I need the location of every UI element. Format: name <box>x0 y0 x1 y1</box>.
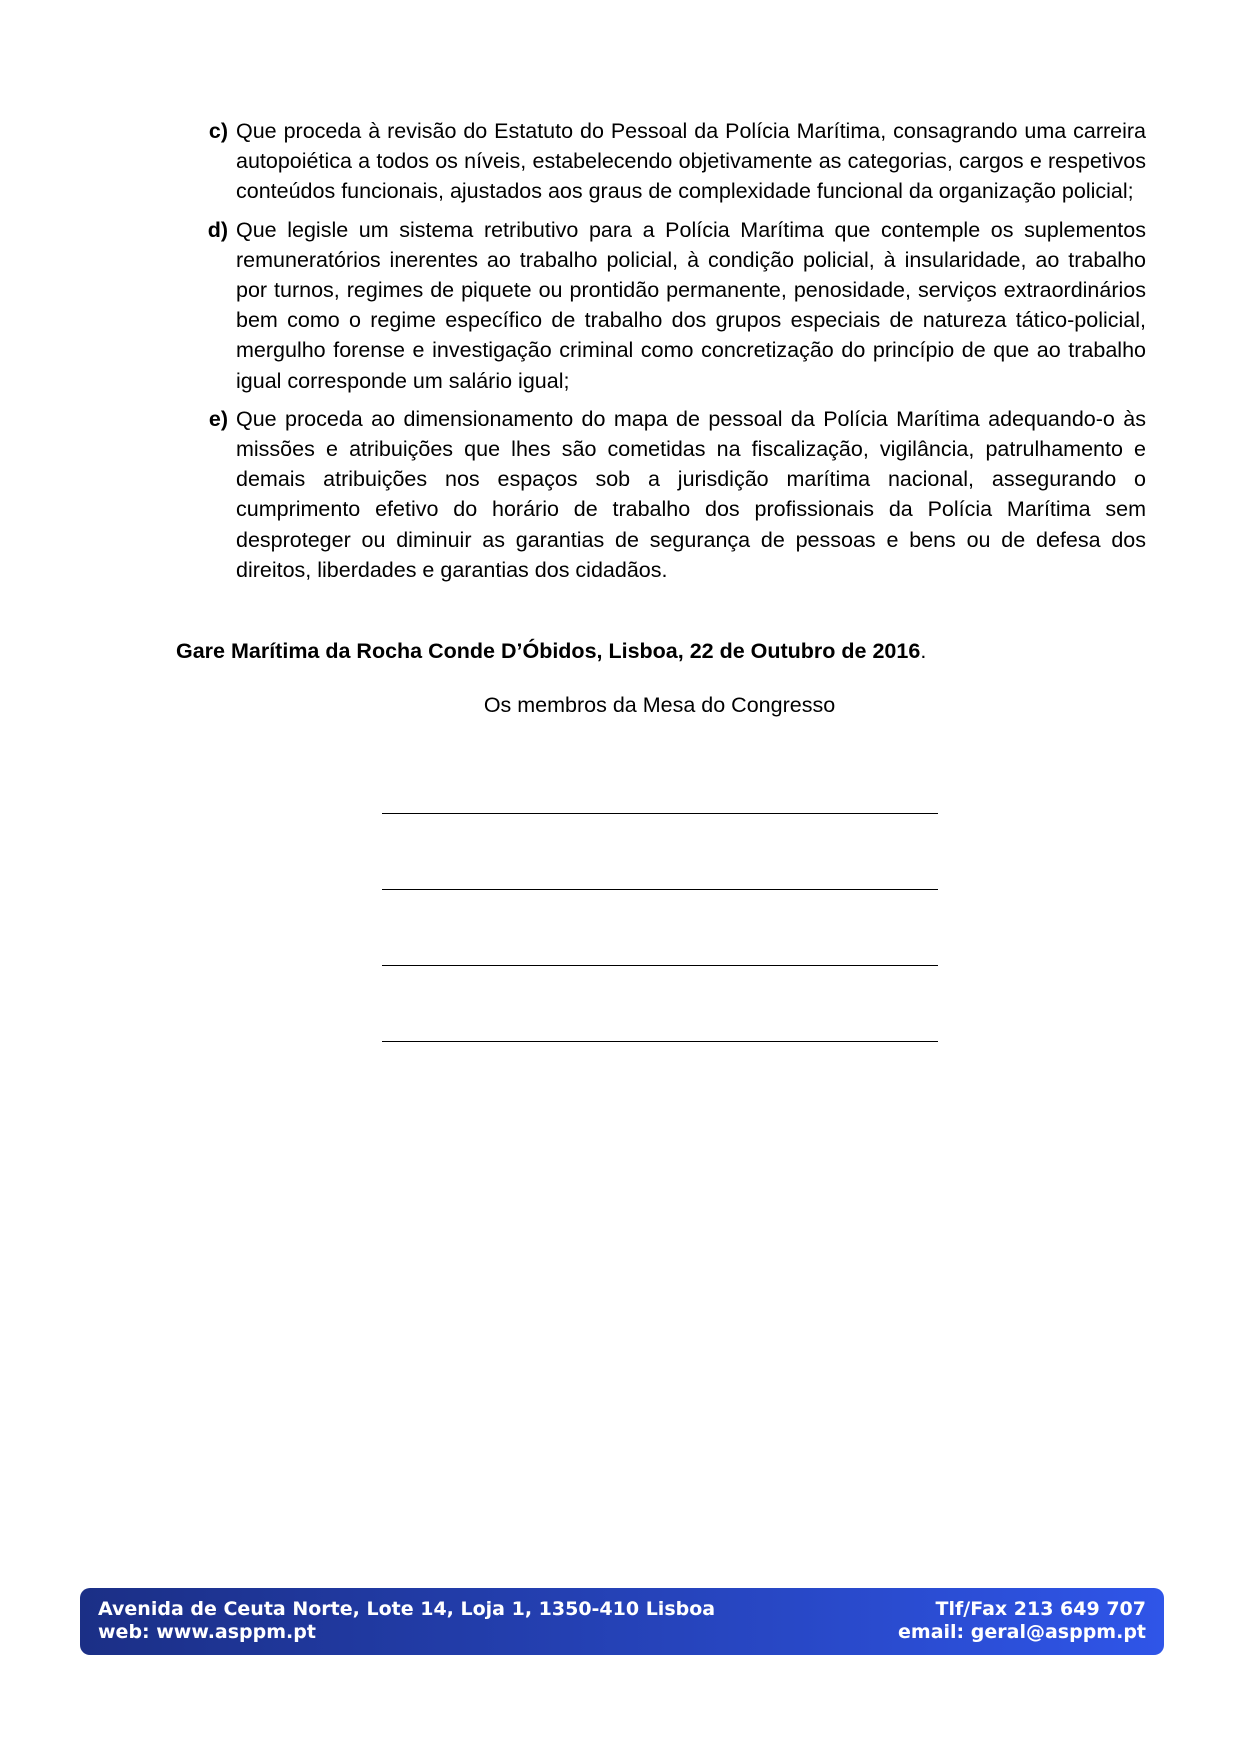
item-letter: e) <box>208 406 228 431</box>
list-item <box>176 116 1146 207</box>
document-body <box>176 116 1146 593</box>
recommendation-list <box>176 116 1146 585</box>
footer-phone: Tlf/Fax 213 649 707 <box>935 1598 1146 1620</box>
item-text: Que proceda ao dimensionamento do mapa de pessoal da Polícia Marítima adequando-o às missões e atribuições que lhes são cometidas na fiscalização, vigilância, patrulhamento e demais atribuições nos espaços sob a jurisdição marítima nacional, assegurando o cumprimento efetivo do horário de trabalho dos profissionais da Polícia Marítima sem desproteger ou diminuir as garantias de segurança de pessoas e bens ou de defesa dos direitos, liberdades e garantias dos cidadãos. <box>236 406 1146 582</box>
place-and-date <box>176 637 926 665</box>
footer-email-link[interactable]: email: geral@asppm.pt <box>898 1621 1146 1643</box>
list-item <box>176 404 1146 585</box>
item-text: Que proceda à revisão do Estatuto do Pessoal da Polícia Marítima, consagrando uma carreira autopoiética a todos os níveis, estabelecendo objetivamente as categorias, cargos e respetivos conteúdos funcionais, ajustados aos graus de complexidade funcional da organização policial; <box>236 119 1146 204</box>
footer-row-bottom <box>98 1621 1146 1644</box>
signature-line-4 <box>382 1041 938 1042</box>
footer-banner <box>80 1588 1164 1655</box>
footer-web-link[interactable]: web: www.asppm.pt <box>98 1621 316 1643</box>
place-date-period: . <box>920 639 927 663</box>
signature-line-3 <box>382 965 938 966</box>
list-item <box>176 215 1146 396</box>
place-date-text: Gare Marítima da Rocha Conde D’Óbidos, Lisboa, 22 de Outubro de 2016 <box>176 639 921 663</box>
footer-address: Avenida de Ceuta Norte, Lote 14, Loja 1, 1350-410 Lisboa <box>98 1598 716 1620</box>
signature-line-1 <box>382 813 938 814</box>
members-label: Os membros da Mesa do Congresso <box>483 693 836 717</box>
item-text: Que legisle um sistema retributivo para a Polícia Marítima que contemple os suplementos remuneratórios inerentes ao trabalho policial, à condição policial, à insularidade, ao trabalho por turnos, regimes de piquete ou prontidão permanente, penosidade, serviços extraordinários bem como o regime específico de trabalho dos grupos especiais de natureza tático-policial, mergulho forense e investigação criminal como concretização do princípio de que ao trabalho igual corresponde um salário igual; <box>236 217 1146 393</box>
signature-line-2 <box>382 889 938 890</box>
footer-row-top <box>98 1598 1146 1621</box>
item-letter: c) <box>208 119 228 143</box>
item-letter: d) <box>207 217 228 242</box>
